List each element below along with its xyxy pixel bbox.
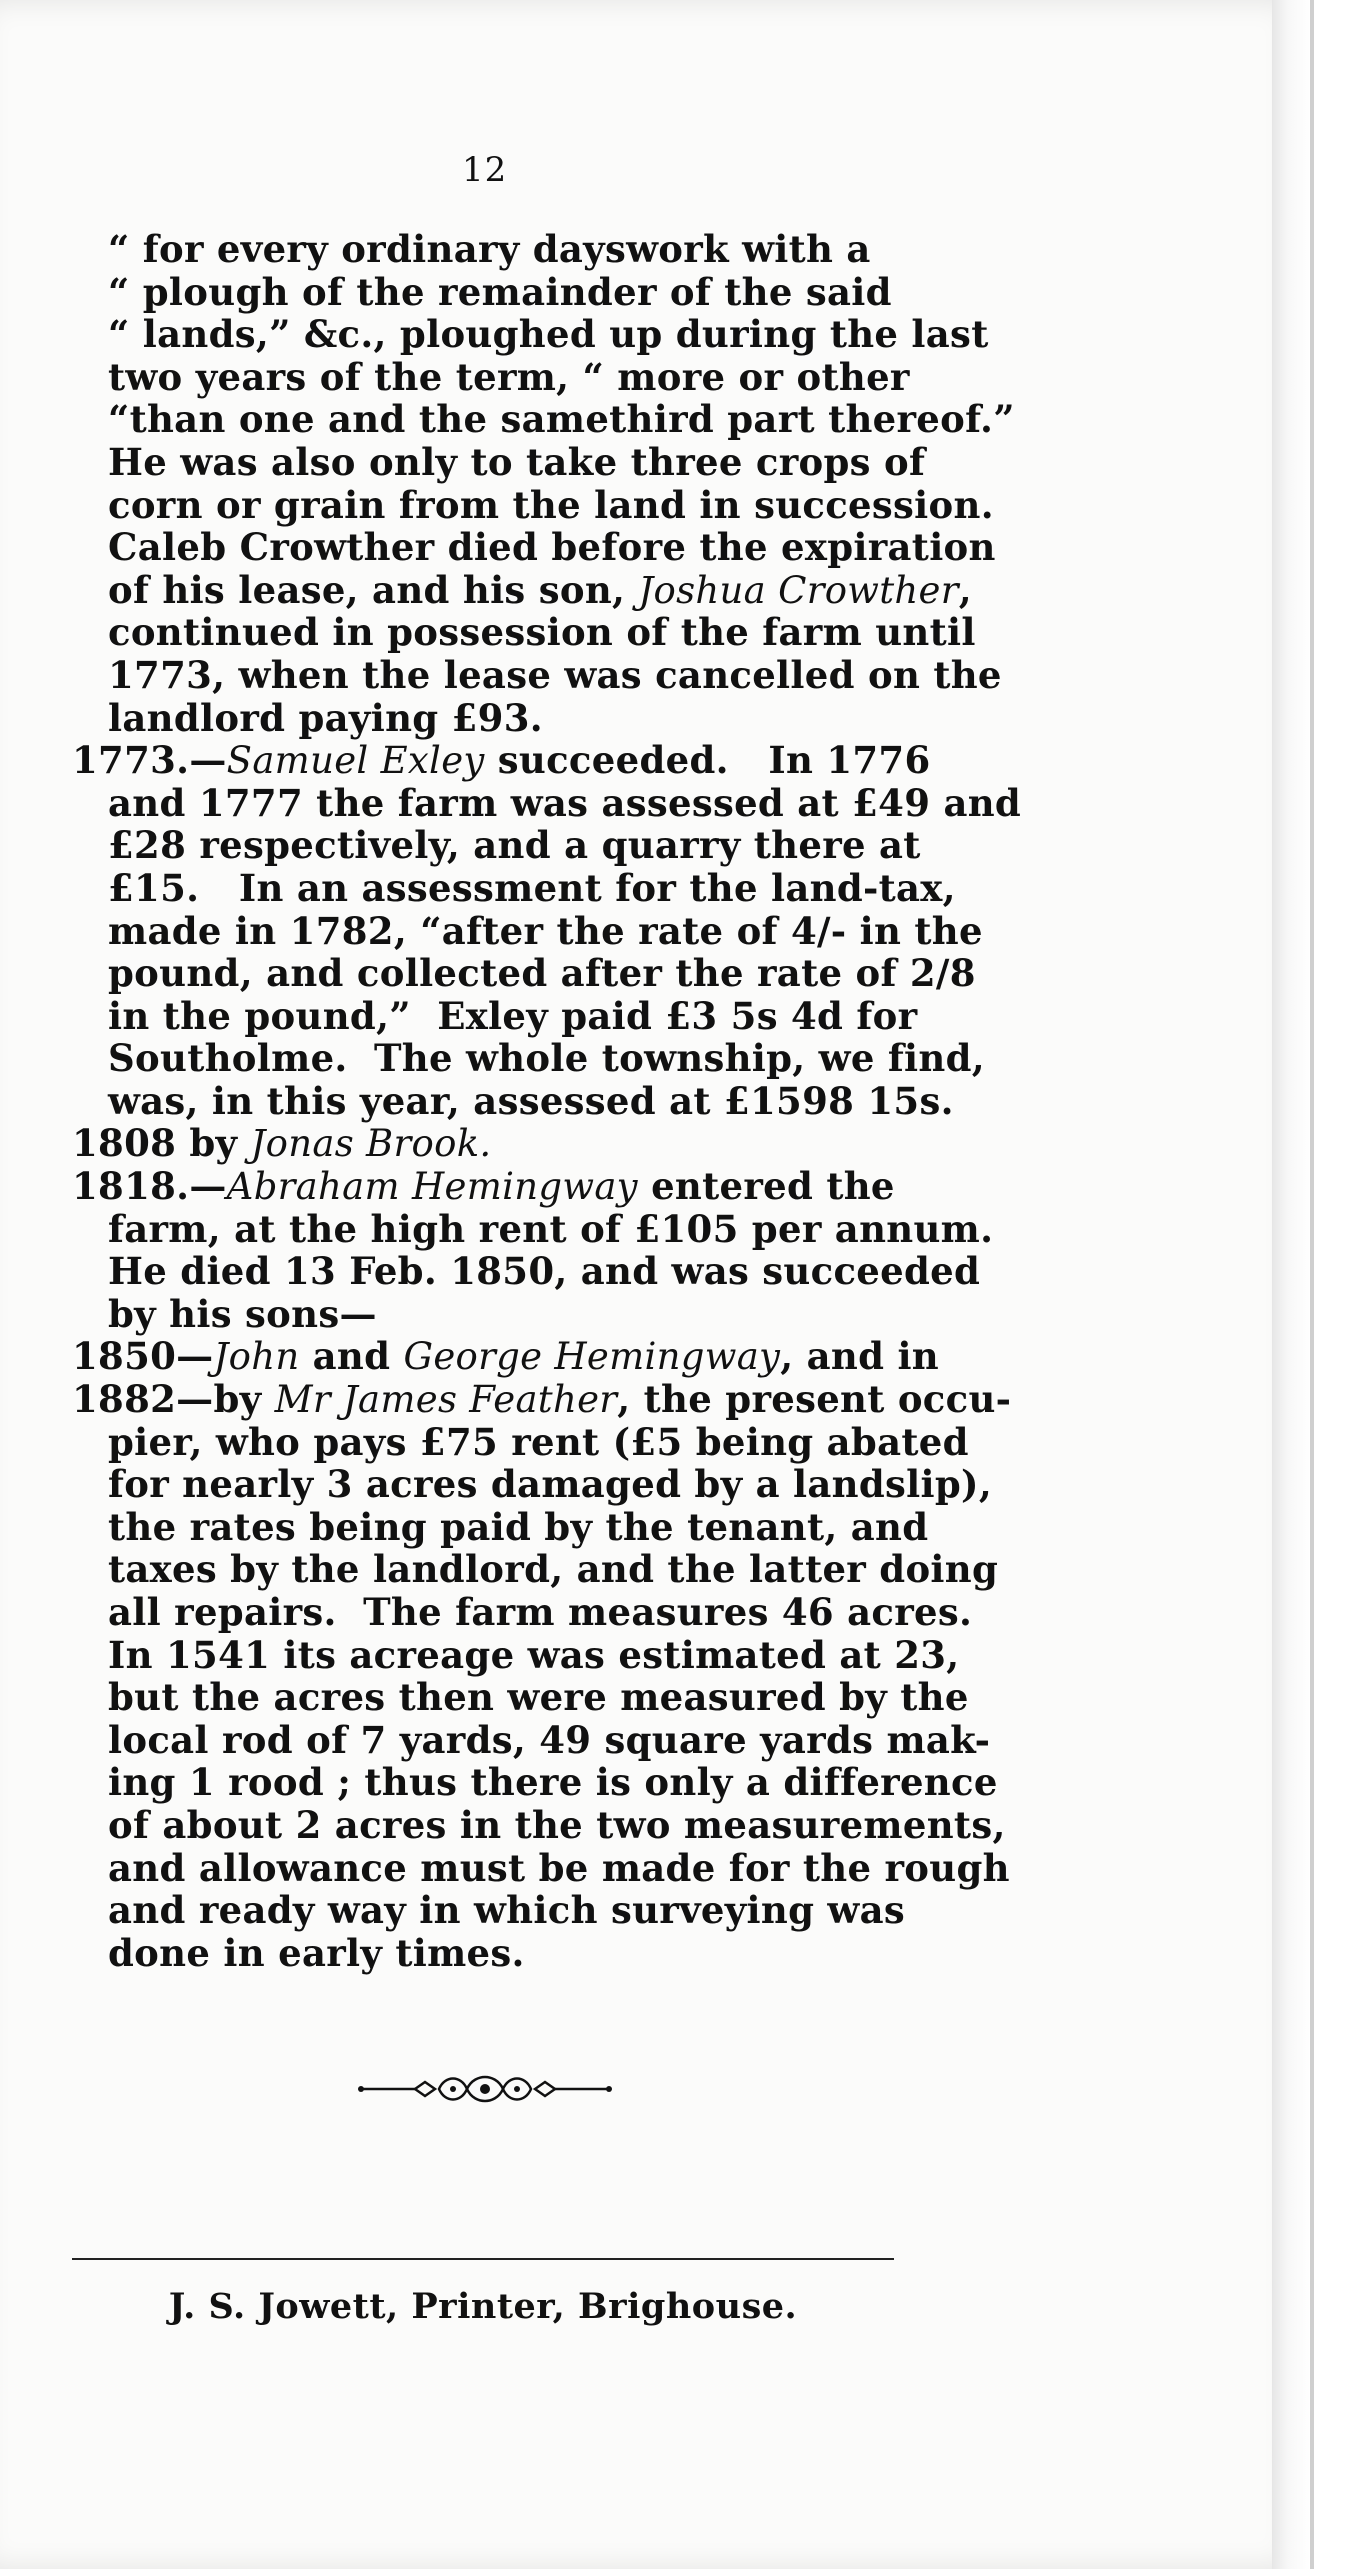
- text-run: of his lease, and his son,: [108, 567, 639, 612]
- text-line: [72, 1845, 1010, 1890]
- text-run: the rates being paid by the tenant, and: [108, 1504, 929, 1549]
- text-run: Caleb Crowther died before the expiration: [108, 525, 996, 570]
- text-run: for nearly 3 acres damaged by a landslip),: [108, 1462, 993, 1507]
- text-line: [72, 1293, 902, 1336]
- text-line: [72, 1206, 994, 1251]
- text-run: pier, who pays £75 rent (£5 being abated: [108, 1419, 969, 1464]
- text-run: In 1541 its acreage was estimated at 23,: [108, 1632, 960, 1677]
- text-line: [72, 397, 1015, 442]
- text-line: [72, 354, 910, 399]
- text-run: done in early times.: [108, 1930, 525, 1975]
- text-line: [72, 652, 1002, 697]
- text-run: “ for every ordinary dayswork with a: [108, 227, 871, 271]
- text-line: [72, 228, 902, 271]
- text-run: by his sons—: [108, 1291, 377, 1336]
- text-line: [72, 865, 956, 910]
- text-line: [72, 1802, 1006, 1847]
- text-line: [72, 1122, 902, 1165]
- text-line: [72, 1547, 999, 1592]
- text-run: in the pound,” Exley paid £3 5s 4d for: [108, 993, 918, 1038]
- text-run: made in 1782, “after the rate of 4/- in the: [108, 908, 983, 953]
- text-line: [72, 1165, 902, 1208]
- footer-rule: [72, 2258, 894, 2260]
- text-line: [72, 271, 902, 314]
- text-run: and allowance must be made for the rough: [108, 1845, 1010, 1890]
- text-line: [72, 780, 1022, 825]
- text-line: [72, 1632, 960, 1677]
- text-run: corn or grain from the land in succession.: [108, 482, 994, 527]
- text-line: [72, 908, 983, 953]
- text-line: [72, 610, 976, 655]
- text-line: [72, 1932, 902, 1975]
- text-run: two years of the term, “ more or other: [108, 354, 910, 399]
- italic-name: Abraham Hemingway: [226, 1165, 638, 1209]
- text-run: but the acres then were measured by the: [108, 1675, 969, 1720]
- text-run: and ready way in which surveying was: [108, 1888, 905, 1933]
- text-run: “than one and the samethird part thereof.”: [108, 397, 1015, 442]
- text-run: all repairs. The farm measures 46 acres.: [108, 1590, 973, 1634]
- text-run: 1773.—: [72, 738, 227, 783]
- text-line: [72, 1462, 993, 1507]
- italic-name: George Hemingway: [403, 1335, 781, 1379]
- text-run: farm, at the high rent of £105 per annum.: [108, 1206, 994, 1251]
- text-run: and 1777 the farm was assessed at £49 and: [108, 780, 1022, 825]
- text-run: landlord paying £93.: [108, 695, 543, 740]
- text-run: and: [299, 1334, 404, 1379]
- text-run: “ lands,” &c., ploughed up during the last: [108, 312, 989, 357]
- body-text: [72, 227, 1022, 1975]
- page-edge: [1272, 0, 1310, 2569]
- text-run: 1808 by: [72, 1121, 251, 1166]
- text-run: ,: [958, 567, 972, 612]
- page-number: 12: [462, 150, 508, 190]
- text-run: continued in possession of the farm until: [108, 610, 976, 655]
- text-run: was, in this year, assessed at £1598 15s.: [108, 1078, 954, 1123]
- text-line: [72, 1717, 991, 1762]
- text-line: [72, 1419, 969, 1464]
- text-run: pound, and collected after the rate of 2/8: [108, 951, 976, 996]
- text-line: [72, 525, 996, 570]
- text-line: [72, 1334, 940, 1379]
- text-line: [72, 951, 976, 996]
- text-run: £15. In an assessment for the land-tax,: [108, 865, 956, 910]
- text-line: [72, 439, 926, 484]
- text-line: [72, 993, 918, 1038]
- text-run: local rod of 7 yards, 49 square yards mak-: [108, 1717, 991, 1762]
- text-run: entered the: [637, 1164, 895, 1209]
- italic-name: John: [213, 1335, 300, 1379]
- text-run: “ plough of the remainder of the said: [108, 269, 892, 314]
- text-run: , the present occu-: [617, 1377, 1012, 1422]
- text-run: taxes by the landlord, and the latter doing: [108, 1547, 999, 1592]
- text-line: [72, 1760, 998, 1805]
- text-line: [72, 1675, 969, 1720]
- italic-name: Samuel Exley: [226, 739, 485, 783]
- text-line: [72, 697, 902, 740]
- text-line: [72, 482, 994, 527]
- text-line: [72, 312, 989, 357]
- text-line: [72, 567, 972, 612]
- text-run: £28 respectively, and a quarry there at: [108, 823, 921, 868]
- text-run: ing 1 rood ; thus there is only a difference: [108, 1760, 998, 1805]
- text-run: He died 13 Feb. 1850, and was succeeded: [108, 1249, 981, 1294]
- text-run: Southolme. The whole township, we find,: [108, 1036, 985, 1081]
- text-run: of about 2 acres in the two measurements,: [108, 1802, 1006, 1847]
- text-run: 1818.—: [72, 1164, 227, 1209]
- italic-name: Joshua Crowther: [638, 568, 959, 612]
- italic-name: Jonas Brook.: [250, 1122, 492, 1166]
- italic-name: Mr James Feather: [274, 1378, 618, 1422]
- text-line: [72, 1078, 954, 1123]
- text-line: [72, 823, 921, 868]
- text-line: [72, 1249, 981, 1294]
- printer-imprint: J. S. Jowett, Printer, Brighouse.: [168, 2286, 798, 2327]
- text-line: [72, 1377, 1012, 1422]
- text-run: , and in: [780, 1334, 940, 1379]
- text-run: 1773, when the lease was cancelled on the: [108, 652, 1002, 697]
- text-line: [72, 738, 931, 783]
- text-run: 1882—by: [72, 1377, 275, 1422]
- text-line: [72, 1888, 905, 1933]
- ornament-divider-icon: [355, 2072, 615, 2106]
- text-line: [72, 1036, 985, 1081]
- text-line: [72, 1590, 973, 1634]
- text-run: succeeded. In 1776: [484, 738, 931, 783]
- text-run: He was also only to take three crops of: [108, 439, 926, 484]
- text-line: [72, 1504, 929, 1549]
- text-run: 1850—: [72, 1334, 214, 1379]
